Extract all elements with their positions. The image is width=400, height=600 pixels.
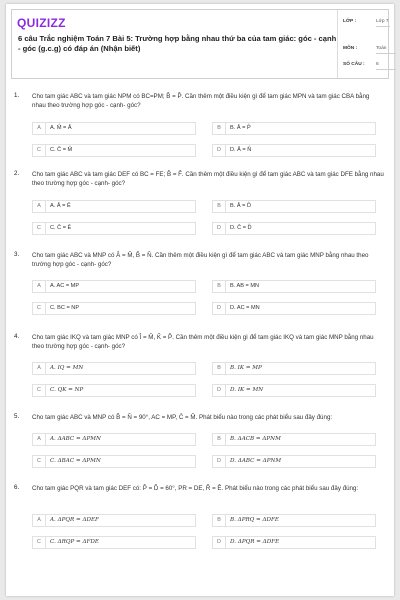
option-c[interactable] — [32, 222, 196, 235]
option-letter: D — [213, 303, 226, 314]
option-text: A. Â = Ê — [50, 203, 71, 209]
question-text: Cho tam giác ABC và tam giác DEF có BC = FE; B̂ = F̂. Cần thêm một điều kiện gì để tam giác ABC và tam giác DFE bằng nhau theo trường hợp góc - cạnh- góc? — [32, 171, 384, 187]
option-text: C. ΔBAC = ΔPMN — [50, 458, 101, 464]
option-letter: C — [33, 145, 46, 156]
option-text: D. Ĉ = D̂ — [230, 225, 252, 231]
option-d[interactable] — [212, 536, 376, 549]
option-text: D. ΔABC = ΔPNM — [230, 458, 282, 464]
question-number: 2. — [14, 170, 20, 177]
option-letter: B — [213, 281, 226, 292]
option-a[interactable] — [32, 122, 196, 135]
option-letter: A — [33, 434, 46, 445]
worksheet-page — [6, 4, 394, 596]
option-letter: D — [213, 145, 226, 156]
option-letter: D — [213, 385, 226, 396]
option-b[interactable] — [212, 514, 376, 527]
option-text: D. ΔPQR = ΔDFE — [230, 539, 280, 545]
option-text: C. QK = NP — [50, 387, 84, 393]
option-letter: B — [213, 123, 226, 134]
option-text: A. ΔPQR = ΔDEF — [50, 517, 99, 523]
option-d[interactable] — [212, 144, 376, 157]
option-d[interactable] — [212, 302, 376, 315]
question-text: Cho tam giác ABC và tam giác NPM có BC=PM; B̂ = P̂. Cần thêm một điều kiện gì để tam giác MPN và tam giác CBA bằng nhau theo trường hợp góc - cạnh- góc? — [32, 93, 370, 109]
meta-panel — [337, 10, 390, 78]
option-text: D. Â = N̂ — [230, 147, 252, 153]
option-b[interactable] — [212, 362, 376, 375]
option-letter: D — [213, 456, 226, 467]
option-letter: A — [33, 201, 46, 212]
option-text: B. ΔACB = ΔPNM — [230, 436, 281, 442]
question-text: Cho tam giác IKQ và tam giác MNP có Î = M̂, K̂ = P̂. Cần thêm một điều kiện gì để tam giác IKQ và tam giác MNP bằng nhau theo trường hợp góc - cạnh- góc? — [32, 334, 374, 350]
option-letter: C — [33, 223, 46, 234]
option-a[interactable] — [32, 200, 196, 213]
option-letter: B — [213, 363, 226, 374]
option-letter: C — [33, 385, 46, 396]
question-number: 6. — [14, 484, 20, 491]
option-letter: D — [213, 223, 226, 234]
worksheet-header — [11, 9, 389, 79]
count-label: SỐ CÂU : — [343, 62, 365, 67]
option-text: C. Ĉ = Ê — [50, 225, 72, 231]
option-text: C. Ĉ = M̂ — [50, 147, 73, 153]
option-a[interactable] — [32, 362, 196, 375]
option-letter: B — [213, 201, 226, 212]
class-label: LỚP : — [343, 19, 357, 24]
option-text: A. ΔABC = ΔPMN — [50, 436, 101, 442]
option-letter: C — [33, 456, 46, 467]
question-number: 3. — [14, 251, 20, 258]
question-number: 1. — [14, 92, 20, 99]
option-text: B. Â = P̂ — [230, 125, 251, 131]
option-a[interactable] — [32, 514, 196, 527]
option-c[interactable] — [32, 384, 196, 397]
option-letter: B — [213, 515, 226, 526]
question-number: 5. — [14, 413, 20, 420]
option-letter: C — [33, 537, 46, 548]
option-text: A. M̂ = Â — [50, 125, 72, 131]
option-a[interactable] — [32, 433, 196, 446]
option-letter: D — [213, 537, 226, 548]
option-b[interactable] — [212, 122, 376, 135]
option-b[interactable] — [212, 433, 376, 446]
question-text: Cho tam giác PQR và tam giác DEF có: P̂ = D̂ = 60°, PR = DE, R̂ = Ê. Phát biểu nào trong các phát biểu sau đây đúng: — [32, 485, 359, 492]
question-text: Cho tam giác ABC và MNP có Â = M̂, B̂ = N̂. Cần thêm một điều kiện gì để tam giác ABC và tam giác MNP bằng nhau theo trường hợp góc - cạnh- góc? — [32, 252, 369, 268]
option-text: B. ΔPRQ = ΔDFE — [230, 517, 279, 523]
option-text: B. AB = MN — [230, 283, 260, 289]
option-text: C. ΔRQP = ΔFDE — [50, 539, 99, 545]
option-b[interactable] — [212, 280, 376, 293]
option-d[interactable] — [212, 222, 376, 235]
option-a[interactable] — [32, 280, 196, 293]
option-text: D. AC = MN — [230, 305, 260, 311]
option-text: B. Â = D̂ — [230, 203, 251, 209]
option-text: B. IK = MP — [230, 365, 262, 371]
option-text: A. IQ = MN — [50, 365, 84, 371]
option-letter: A — [33, 363, 46, 374]
option-letter: A — [33, 515, 46, 526]
option-d[interactable] — [212, 384, 376, 397]
option-letter: A — [33, 123, 46, 134]
option-c[interactable] — [32, 302, 196, 315]
worksheet-title: 6 câu Trắc nghiệm Toán 7 Bài 5: Trường hợp bằng nhau thứ ba của tam giác: góc - cạnh - góc (g.c.g) có đáp án (Nhận biết) — [18, 34, 337, 53]
subject-label: MÔN : — [343, 46, 358, 51]
option-letter: C — [33, 303, 46, 314]
option-letter: B — [213, 434, 226, 445]
option-letter: A — [33, 281, 46, 292]
option-b[interactable] — [212, 200, 376, 213]
quizizz-logo: QUIZIZZ — [17, 16, 66, 30]
count-value: 6 — [376, 62, 396, 70]
question-number: 4. — [14, 333, 20, 340]
option-c[interactable] — [32, 144, 196, 157]
class-value: Lớp 7 — [376, 19, 390, 27]
option-c[interactable] — [32, 536, 196, 549]
option-c[interactable] — [32, 455, 196, 468]
option-d[interactable] — [212, 455, 376, 468]
question-text: Cho tam giác ABC và MNP có B̂ = N̂ = 90°, AC = MP, Ĉ = M̂. Phát biểu nào trong các phát biểu sau đây đúng: — [32, 414, 333, 421]
option-text: D. IK = MN — [230, 387, 264, 393]
option-text: C. BC = NP — [50, 305, 80, 311]
subject-value: Toán — [376, 46, 396, 54]
option-text: A. AC = MP — [50, 283, 80, 289]
